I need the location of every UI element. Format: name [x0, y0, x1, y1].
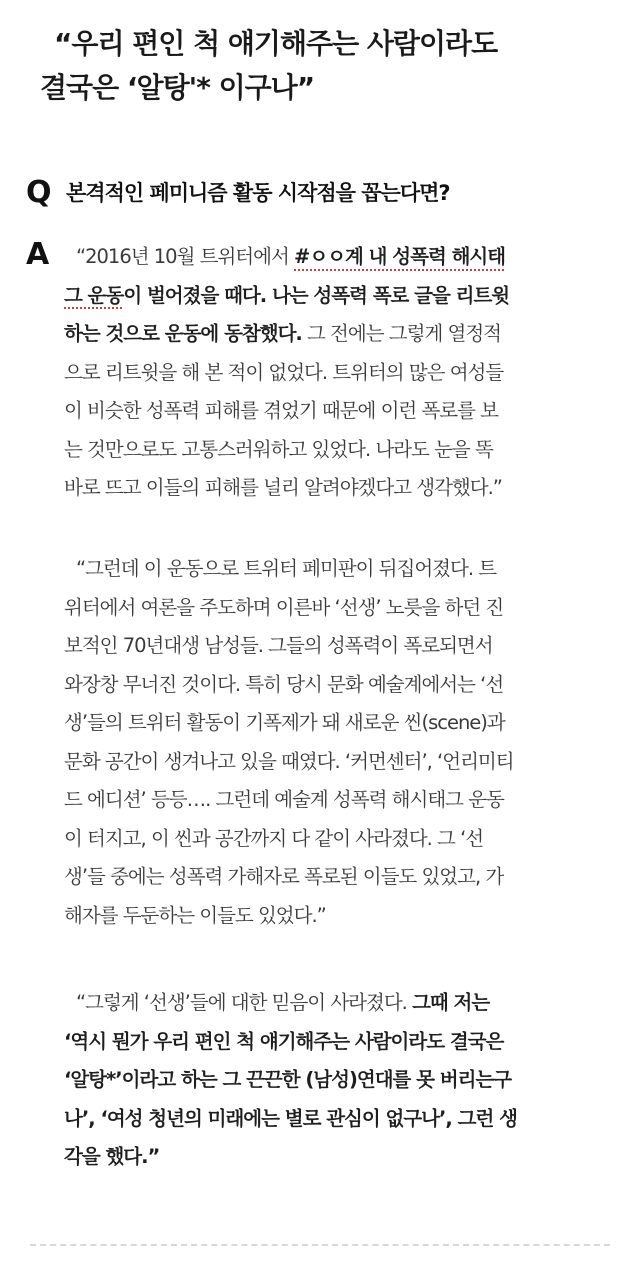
paragraph-line [64, 277, 624, 316]
paragraph-line [64, 984, 624, 1023]
paragraph-line: 생’들의 트위터 활동이 기폭제가 돼 새로운 씬(scene)과 [64, 711, 505, 734]
headline-line-2: 결국은 ‘알탕'* 이구나” [40, 71, 315, 104]
article-headline [40, 22, 620, 110]
paragraph-line: 생’들 중에는 성폭력 가해자로 폭로된 이들도 있었고, 가 [64, 865, 504, 888]
text-run-bold: 그 운동 [64, 283, 124, 307]
paragraph-line: 는 것만으로도 고통스러워하고 있었다. 나라도 눈을 똑 [64, 437, 493, 461]
paragraph-line: 보적인 70년대생 남성들. 그들의 성폭력이 폭로되면서 [64, 634, 493, 657]
paragraph-line: 위터에서 여론을 주도하며 이른바 ‘선생’ 노릇을 하던 진 [64, 595, 504, 619]
paragraph-line: 이 비슷한 성폭력 피해를 겪었기 때문에 이런 폭로를 보 [64, 399, 499, 422]
question-marker: Q [26, 175, 52, 210]
paragraph-line: 해자를 두둔하는 이들도 있었다.” [64, 903, 326, 927]
paragraph-line: 이 터지고, 이 씬과 공간까지 다 같이 사라졌다. 그 ‘선 [64, 826, 484, 850]
paragraph-line: 바로 뜨고 이들의 피해를 널리 알려야겠다고 생각했다.” [64, 476, 502, 499]
text-run: “그렇게 ‘선생’들에 대한 믿음이 사라졌다. [76, 991, 413, 1014]
text-run-bold: 이 벌어졌을 때다. 나는 성폭력 폭로 글을 리트윗 [123, 283, 510, 307]
text-run-bold: 그때 저는 [412, 991, 490, 1014]
paragraph-line [64, 315, 624, 354]
paragraph-line: ‘역시 뭔가 우리 편인 척 얘기해주는 사람이라도 결국은 [64, 1029, 504, 1053]
headline-line-1: “우리 편인 척 얘기해주는 사람이라도 [54, 27, 498, 60]
section-divider [30, 1244, 610, 1246]
text-run-bold: #ㅇㅇ계 내 성폭력 해시태 [294, 245, 506, 268]
text-run: “2016년 10월 트위터에서 [76, 245, 294, 268]
paragraph-line: “그런데 이 운동으로 트위터 페미판이 뒤집어졌다. 트 [76, 557, 497, 580]
answer-marker: A [26, 237, 50, 272]
paragraph-line: 드 에디션’ 등등…. 그런데 예술계 성폭력 해시태그 운동 [64, 788, 504, 811]
paragraph-line: 나’, ‘여성 청년의 미래에는 별로 관심이 없구나’, 그런 생 [64, 1106, 517, 1130]
paragraph-line: 문화 공간이 생겨나고 있을 때였다. ‘커먼센터’, ‘언리미티 [64, 749, 514, 773]
answer-paragraph-3 [64, 984, 624, 1177]
paragraph-line: 각을 했다.” [64, 1145, 160, 1168]
question-text: 본격적인 페미니즘 활동 시작점을 꼽는다면? [66, 181, 450, 205]
paragraph-line: 와장창 무너진 것이다. 특히 당시 문화 예술계에서는 ‘선 [64, 672, 504, 696]
paragraph-line [64, 238, 624, 277]
paragraph-line: 으로 리트윗을 해 본 적이 없었다. 트위터의 많은 여성들 [64, 360, 504, 384]
answer-paragraph-2 [64, 550, 624, 935]
paragraph-line: ‘알탕*’이라고 하는 그 끈끈한 (남성)연대를 못 버리는구 [64, 1068, 512, 1091]
text-run-bold: 하는 것으로 운동에 동참했다. [64, 322, 302, 345]
text-run: 그 전에는 그렇게 열정적 [301, 322, 501, 345]
answer-paragraph-1 [64, 238, 624, 508]
